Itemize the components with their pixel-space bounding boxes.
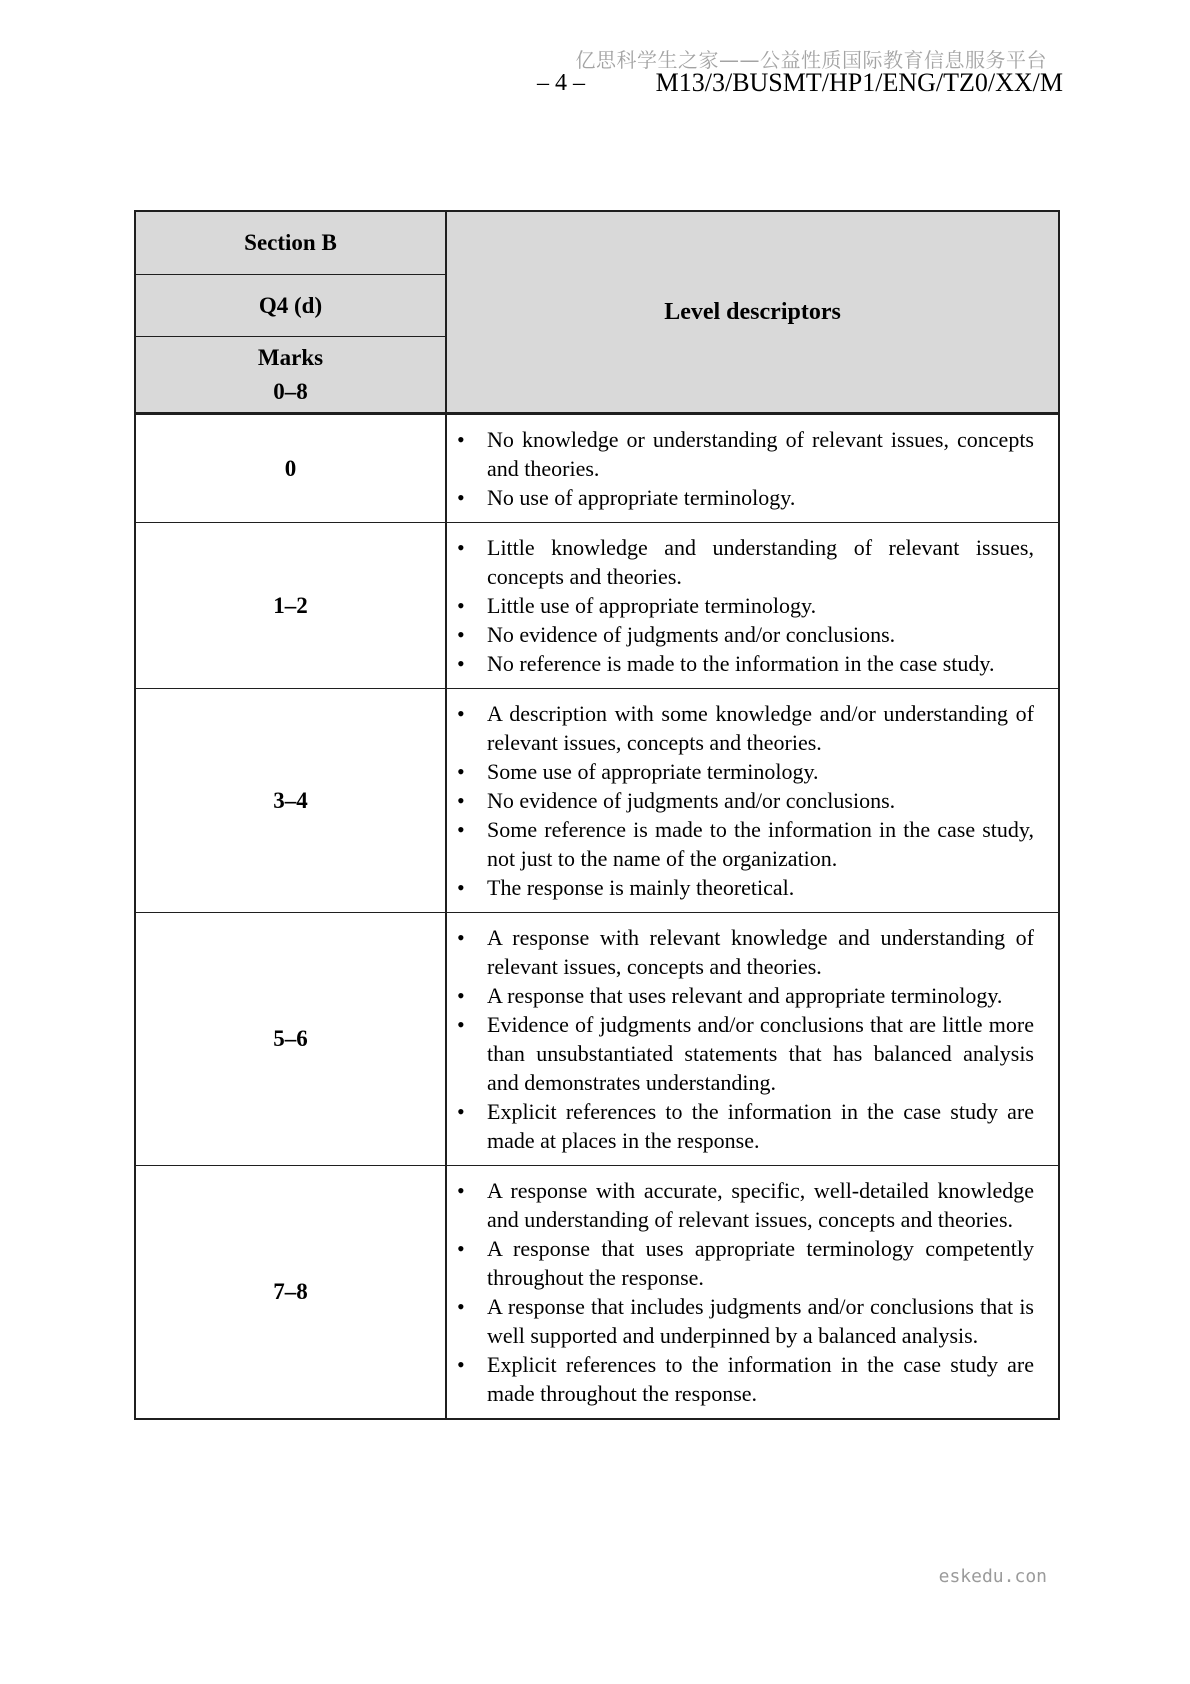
descriptor-bullet-item: [447, 981, 1034, 1010]
descriptor-bullet-item: [447, 873, 1034, 902]
bullet-icon: •: [457, 817, 465, 842]
table-row: [136, 415, 1058, 522]
bullet-icon: •: [457, 983, 465, 1008]
descriptor-bullet-list: [447, 523, 1058, 688]
marks-value-cell: 3–4: [136, 689, 447, 912]
bullet-icon: •: [457, 1294, 465, 1319]
table-row: [136, 912, 1058, 1165]
descriptor-text: Explicit references to the information in the case study are made throughout the response.: [487, 1352, 1034, 1406]
bullet-icon: •: [457, 759, 465, 784]
bullet-icon: •: [457, 1178, 465, 1203]
descriptor-text: Little knowledge and understanding of relevant issues, concepts and theories.: [487, 535, 1034, 589]
descriptor-bullet-item: [447, 786, 1034, 815]
descriptor-bullet-item: [447, 425, 1034, 483]
descriptor-bullet-item: [447, 1176, 1034, 1234]
descriptor-text: No knowledge or understanding of relevant issues, concepts and theories.: [487, 427, 1034, 481]
descriptor-bullet-item: [447, 620, 1034, 649]
descriptor-text: A description with some knowledge and/or understanding of relevant issues, concepts and theories.: [487, 701, 1034, 755]
bullet-icon: •: [457, 485, 465, 510]
page-number: – 4 –: [537, 70, 585, 96]
descriptor-bullet-item: [447, 533, 1034, 591]
marks-value-cell: 5–6: [136, 913, 447, 1165]
bullet-icon: •: [457, 535, 465, 560]
bullet-icon: •: [457, 427, 465, 452]
bullet-icon: •: [457, 701, 465, 726]
paper-code: M13/3/BUSMT/HP1/ENG/TZ0/XX/M: [655, 68, 1063, 97]
descriptor-text: No evidence of judgments and/or conclusions.: [487, 622, 896, 647]
level-descriptors-header-cell: Level descriptors: [664, 298, 841, 325]
descriptor-bullet-item: [447, 923, 1034, 981]
descriptor-bullet-item: [447, 649, 1034, 678]
descriptor-bullet-item: [447, 591, 1034, 620]
bullet-icon: •: [457, 593, 465, 618]
site-watermark: eskedu.con: [938, 1566, 1047, 1587]
descriptor-bullet-item: [447, 757, 1034, 786]
descriptor-text: No evidence of judgments and/or conclusions.: [487, 788, 896, 813]
descriptor-text: A response that includes judgments and/or conclusions that is well supported and underpinned by a balanced analysis.: [487, 1294, 1034, 1348]
bullet-icon: •: [457, 1352, 465, 1377]
table-header-left-column: [136, 212, 447, 412]
descriptor-text: A response with relevant knowledge and understanding of relevant issues, concepts and theories.: [487, 925, 1034, 979]
descriptor-bullet-item: [447, 1097, 1034, 1155]
descriptor-text: Some use of appropriate terminology.: [487, 759, 819, 784]
descriptor-text: Little use of appropriate terminology.: [487, 593, 817, 618]
descriptor-bullet-item: [447, 1234, 1034, 1292]
descriptor-text: Evidence of judgments and/or conclusions that are little more than unsubstantiated statements that has balanced analysis and demonstrates understanding.: [487, 1012, 1034, 1095]
table-body: [136, 415, 1058, 1418]
table-row: [136, 522, 1058, 688]
chinese-watermark-text: 亿思科学生之家——公益性质国际教育信息服务平台: [575, 48, 1047, 72]
descriptor-text: A response that uses appropriate terminology competently throughout the response.: [487, 1236, 1034, 1290]
descriptor-text: Explicit references to the information in the case study are made at places in the response.: [487, 1099, 1034, 1153]
descriptor-text: A response with accurate, specific, well-detailed knowledge and understanding of relevant issues, concepts and theories.: [487, 1178, 1034, 1232]
descriptor-text: The response is mainly theoretical.: [487, 875, 795, 900]
descriptor-bullet-item: [447, 483, 1034, 512]
level-descriptor-table: [134, 210, 1060, 1420]
section-header-cell: Section B: [244, 230, 337, 255]
descriptor-bullet-list: [447, 1166, 1058, 1418]
marks-header-cell: [136, 336, 445, 412]
table-row: [136, 1165, 1058, 1418]
bullet-icon: •: [457, 925, 465, 950]
table-row: [136, 688, 1058, 912]
marks-label: Marks: [257, 345, 324, 371]
descriptor-text: A response that uses relevant and appropriate terminology.: [487, 983, 1003, 1008]
bullet-icon: •: [457, 1236, 465, 1261]
descriptor-bullet-item: [447, 815, 1034, 873]
descriptor-bullet-item: [447, 1010, 1034, 1097]
descriptor-bullet-list: [447, 913, 1058, 1165]
bullet-icon: •: [457, 1012, 465, 1037]
descriptor-bullet-list: [447, 415, 1058, 522]
descriptor-bullet-list: [447, 689, 1058, 912]
bullet-icon: •: [457, 1099, 465, 1124]
descriptor-bullet-item: [447, 1292, 1034, 1350]
descriptor-text: No use of appropriate terminology.: [487, 485, 796, 510]
descriptor-text: Some reference is made to the information in the case study, not just to the name of the organization.: [487, 817, 1034, 871]
marks-value-cell: 1–2: [136, 523, 447, 688]
table-header: [136, 212, 1058, 415]
descriptor-bullet-item: [447, 699, 1034, 757]
question-header-cell: Q4 (d): [136, 274, 445, 336]
marks-range: 0–8: [273, 378, 308, 404]
bullet-icon: •: [457, 875, 465, 900]
descriptor-text: No reference is made to the information in the case study.: [487, 651, 995, 676]
marks-value-cell: 0: [136, 415, 447, 522]
bullet-icon: •: [457, 651, 465, 676]
bullet-icon: •: [457, 622, 465, 647]
marks-value-cell: 7–8: [136, 1166, 447, 1418]
descriptor-bullet-item: [447, 1350, 1034, 1408]
bullet-icon: •: [457, 788, 465, 813]
